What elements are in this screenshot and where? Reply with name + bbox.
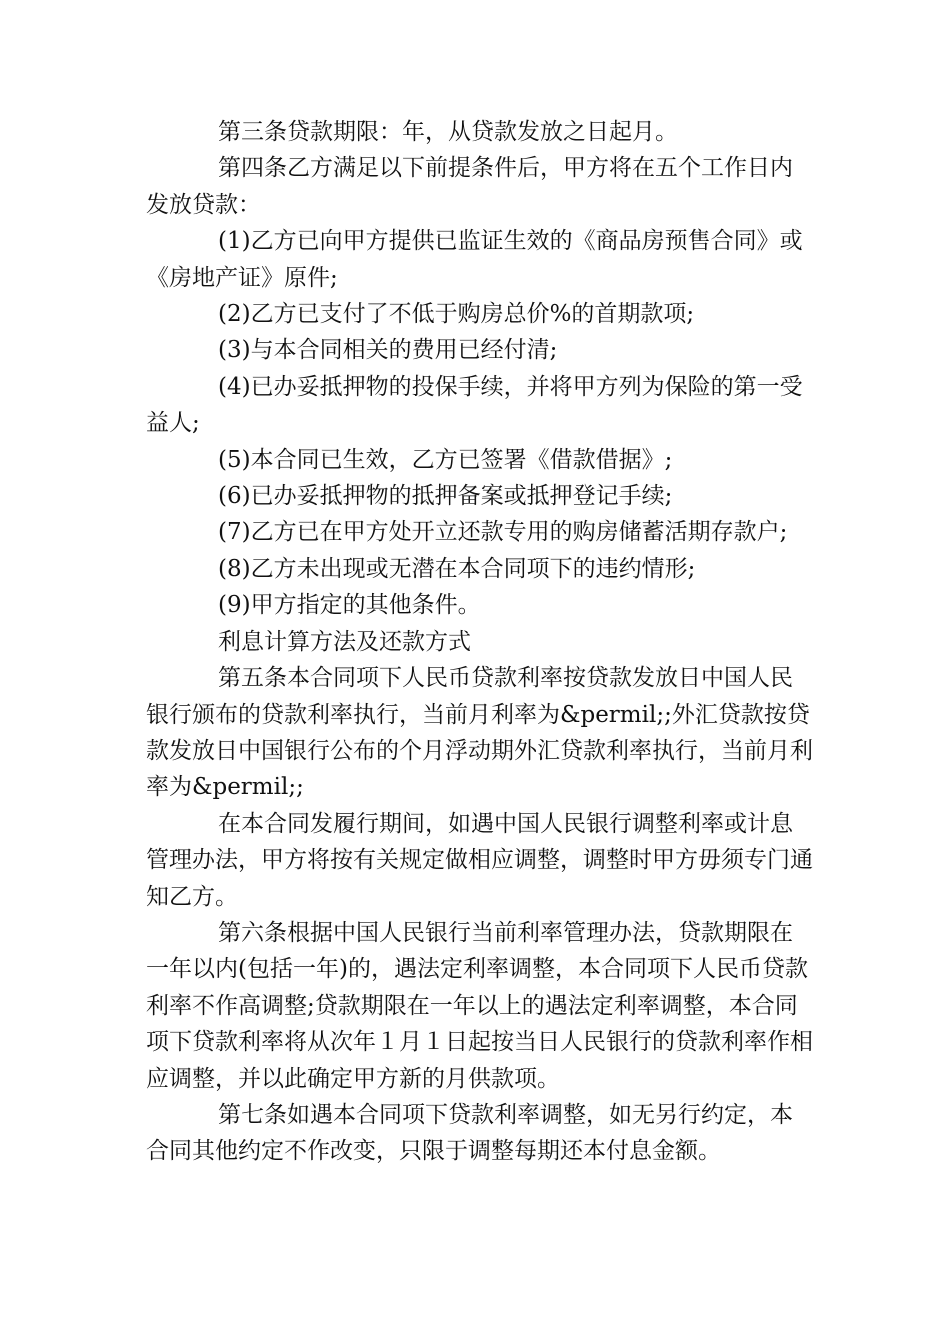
article-6-rate-management: 第六条根据中国人民银行当前利率管理办法，贷款期限在一年以内(包括一年)的，遇法定利率调整，本合同项下人民币贷款利率不作高调整;贷款期限在一年以上的遇法定利率调整，本合同项下贷款利率将从次年１月１日起按当日人民银行的贷款利率作相应调整，并以此确定甲方新的月供款项。 [146, 919, 813, 1092]
document-body [146, 114, 814, 1170]
condition-9: (9)甲方指定的其他条件。 [218, 592, 481, 619]
condition-3: (3)与本合同相关的费用已经付清; [218, 337, 558, 364]
rate-adjustment-clause: 在本合同发履行期间，如遇中国人民银行调整利率或计息管理办法，甲方将按有关规定做相应调整，调整时甲方毋须专门通知乙方。 [146, 810, 813, 910]
condition-1: (1)乙方已向甲方提供已监证生效的《商品房预售合同》或《房地产证》原件; [146, 228, 803, 291]
condition-4: (4)已办妥抵押物的投保手续，并将甲方列为保险的第一受益人; [146, 373, 803, 437]
section-heading-interest: 利息计算方法及还款方式 [218, 628, 471, 655]
condition-5: (5)本合同已生效，乙方已签署《借款借据》; [218, 446, 673, 473]
condition-8: (8)乙方未出现或无潜在本合同项下的违约情形; [218, 555, 696, 582]
article-7-rate-change: 第七条如遇本合同项下贷款利率调整，如无另行约定，本合同其他约定不作改变，只限于调整每期还本付息金额。 [146, 1101, 793, 1165]
condition-7: (7)乙方已在甲方处开立还款专用的购房储蓄活期存款户; [218, 519, 788, 546]
article-3-loan-term: 第三条贷款期限：年，从贷款发放之日起月。 [218, 119, 678, 145]
condition-6: (6)已办妥抵押物的抵押备案或抵押登记手续; [218, 483, 673, 510]
condition-2: (2)乙方已支付了不低于购房总价%的首期款项; [218, 301, 695, 328]
article-4-preconditions: 第四条乙方满足以下前提条件后，甲方将在五个工作日内发放贷款： [146, 155, 793, 218]
article-5-interest-rate: 第五条本合同项下人民币贷款利率按贷款发放日中国人民银行颁布的贷款利率执行，当前月利率为&permil;;外汇贷款按贷款发放日中国银行公布的个月浮动期外汇贷款利率执行，当前月利率为&permil;; [146, 665, 813, 801]
